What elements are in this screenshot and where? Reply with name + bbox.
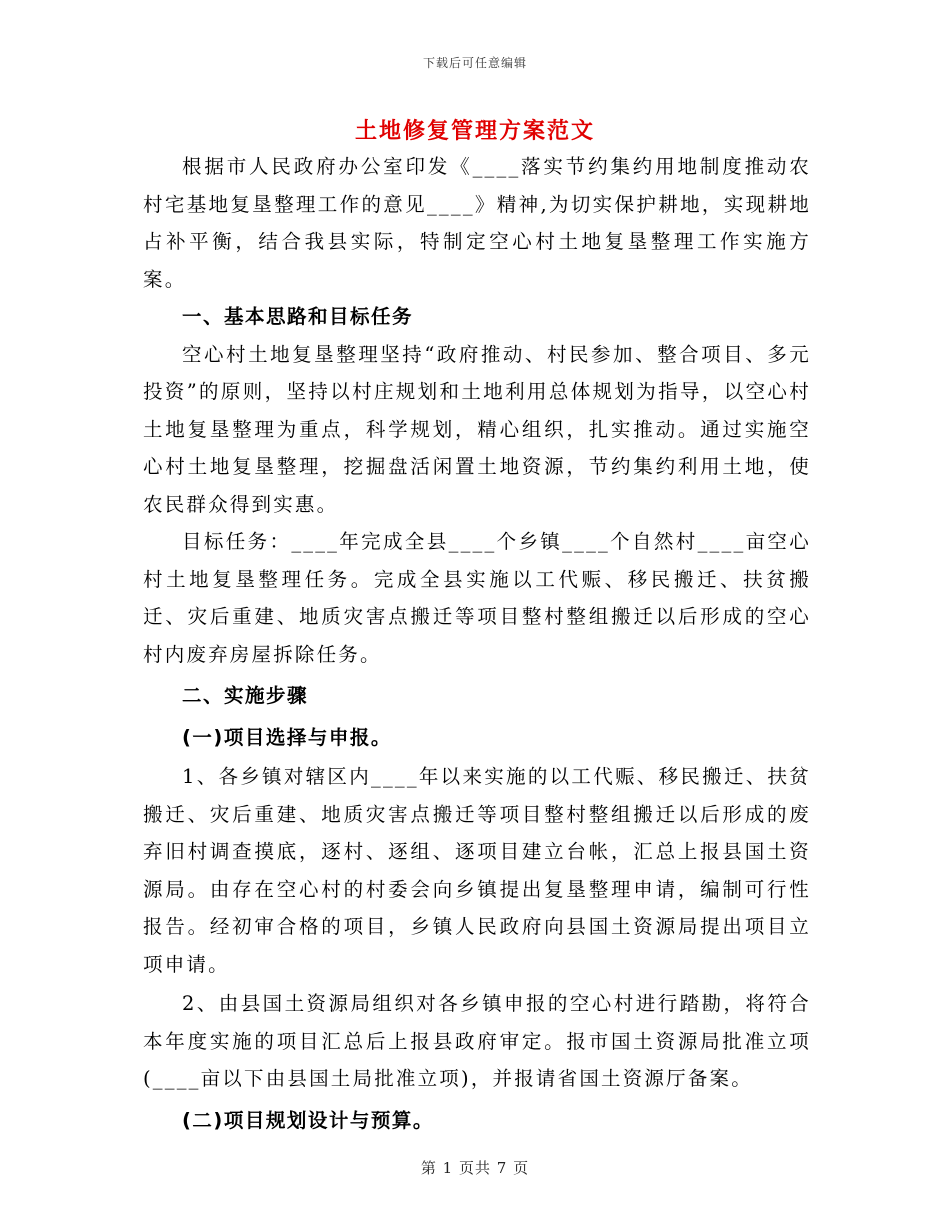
intro-paragraph: 根据市人民政府办公室印发《____落实节约集约用地制度推动农村宅基地复垦整理工作的意见____》精神,为切实保护耕地，实现耕地占补平衡，结合我县实际，特制定空心村土地复垦整理工作实施方案。 <box>143 155 811 291</box>
section-heading-2: 二、实施步骤 <box>182 684 309 707</box>
section-heading-1: 一、基本思路和目标任务 <box>182 305 414 328</box>
principles-paragraph: 空心村土地复垦整理坚持“政府推动、村民参加、整合项目、多元投资”的原则，坚持以村庄规划和土地利用总体规划为指导，以空心村土地复垦整理为重点，科学规划，精心组织，扎实推动。通过实施空心村土地复垦整理，挖掘盘活闲置土地资源，节约集约利用土地，使农民群众得到实惠。 <box>143 342 811 516</box>
document-body <box>143 148 811 1139</box>
subsection-heading-1: (一)项目选择与申报。 <box>182 725 392 749</box>
targets-paragraph: 目标任务：____年完成全县____个乡镇____个自然村____亩空心村土地复垦整理任务。完成全县实施以工代赈、移民搬迁、扶贫搬迁、灾后重建、地质灾害点搬迁等项目整村整组搬迁以后形成的空心村内废弃房屋拆除任务。 <box>143 530 811 666</box>
document-title: 土地修复管理方案范文 <box>354 119 595 144</box>
step-1-paragraph: 1、各乡镇对辖区内____年以来实施的以工代赈、移民搬迁、扶贫搬迁、灾后重建、地质灾害点搬迁等项目整村整组搬迁以后形成的废弃旧村调查摸底，逐村、逐组、逐项目建立台帐，汇总上报县国土资源局。由存在空心村的村委会向乡镇提出复垦整理申请，编制可行性报告。经初审合格的项目，乡镇人民政府向县国土资源局提出项目立项申请。 <box>143 765 811 976</box>
step-2-paragraph: 2、由县国土资源局组织对各乡镇申报的空心村进行踏勘，将符合本年度实施的项目汇总后上报县政府审定。报市国土资源局批准立项(____亩以下由县国土局批准立项)，并报请省国土资源厅备案。 <box>143 992 811 1090</box>
page-number-footer: 第 1 页共 7 页 <box>420 1159 530 1177</box>
subsection-heading-2: (二)项目规划设计与预算。 <box>182 1108 434 1132</box>
header-note: 下载后可任意编辑 <box>422 56 527 70</box>
